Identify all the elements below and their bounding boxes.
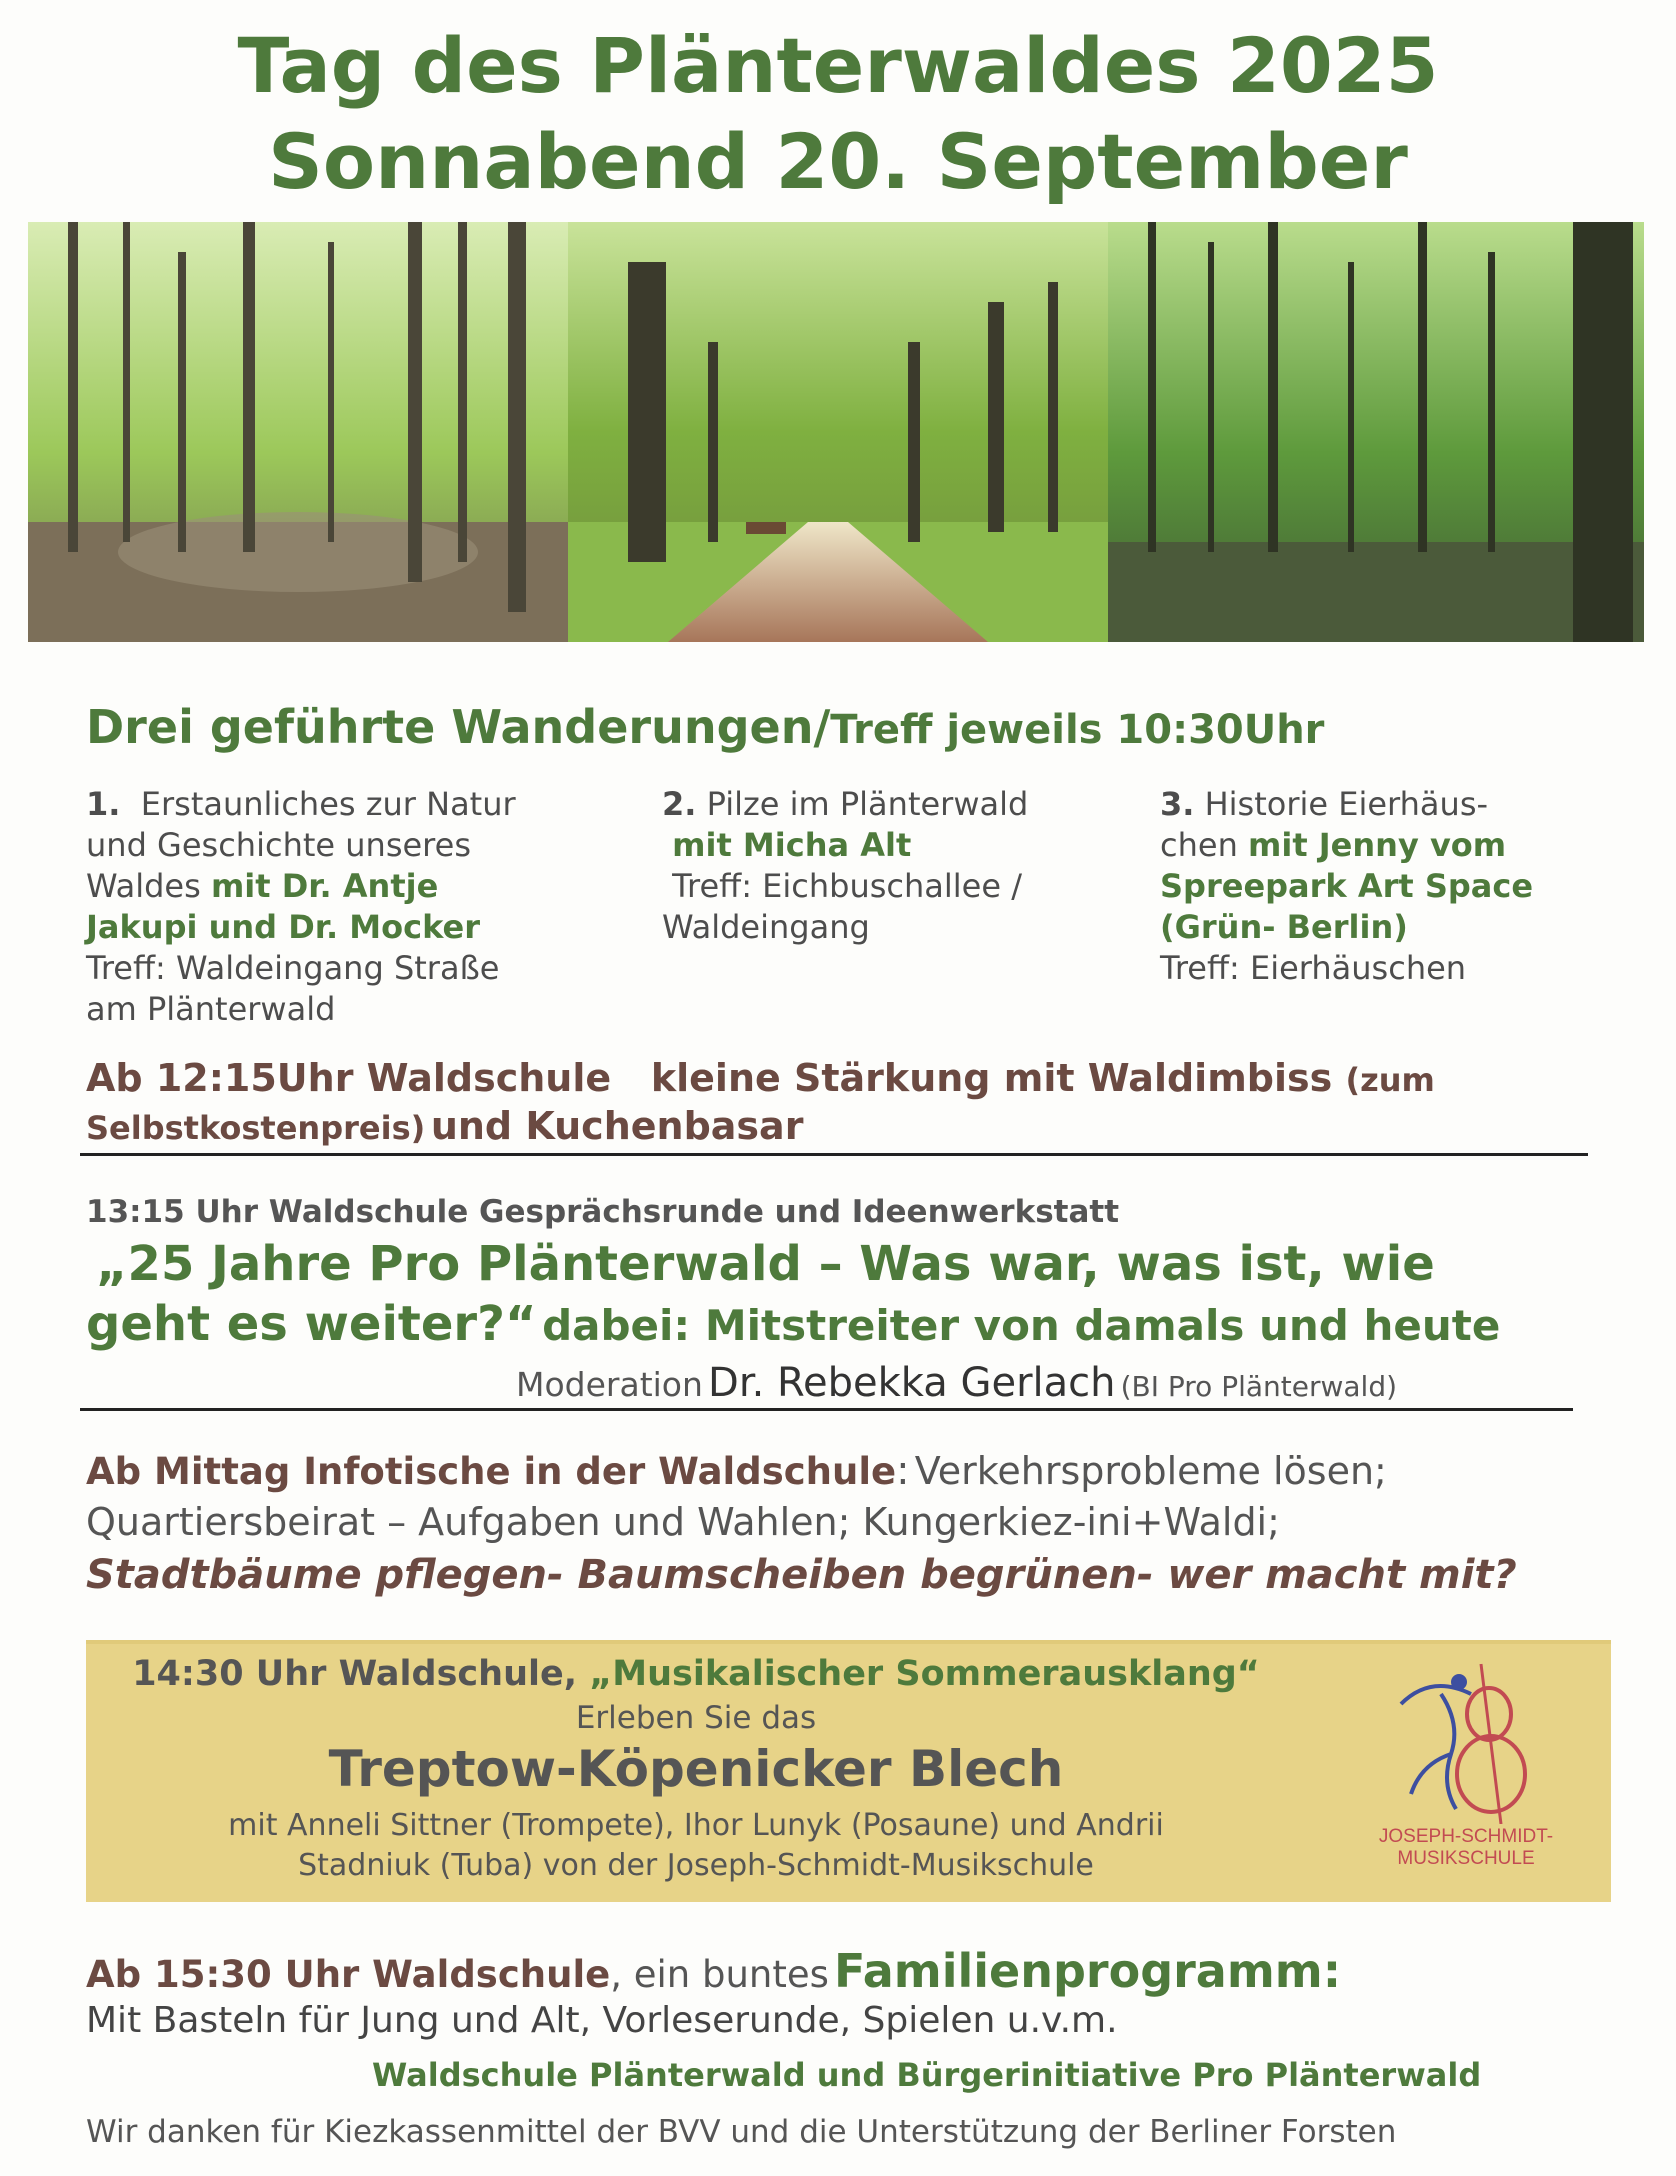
hike-3-guide: Spreepark Art Space xyxy=(1160,867,1534,905)
family-time: Ab 15:30 Uhr Waldschule xyxy=(86,1953,611,1996)
band-name: Treptow-Köpenicker Blech xyxy=(328,1740,1064,1798)
band-members: Stadniuk (Tuba) von der Joseph-Schmidt-Musikschule xyxy=(298,1848,1094,1883)
snack-line-2 xyxy=(86,1104,803,1148)
divider xyxy=(80,1153,1588,1156)
music-box xyxy=(86,1640,1611,1902)
forest-photo-center xyxy=(568,222,1108,642)
divider xyxy=(80,1408,1573,1411)
hike-1-guide: Jakupi und Dr. Mocker xyxy=(86,908,480,946)
hike-2-meeting: Treff: Eichbuschallee / xyxy=(672,867,1022,905)
hike-1-guide: mit Dr. Antje xyxy=(210,867,439,905)
musikschule-logo-icon xyxy=(1341,1654,1591,1824)
logo-text xyxy=(1341,1826,1591,1870)
music-time: 14:30 Uhr Waldschule, xyxy=(132,1654,578,1694)
page-subtitle-date: Sonnabend 20. September xyxy=(268,117,1408,206)
forest-photo-right xyxy=(1108,222,1644,642)
hike-2-number: 2. xyxy=(662,785,697,823)
hike-3-guide: mit Jenny vom xyxy=(1248,826,1507,864)
thanks-note: Wir danken für Kiezkassenmittel der BVV und die Unterstützung der Berliner Forsten xyxy=(86,2114,1397,2150)
band-members: mit Anneli Sittner (Trompete), Ihor Lunyk (Posaune) und Andrii xyxy=(228,1808,1164,1843)
forest-photo-left xyxy=(28,222,568,642)
hike-1-meeting: am Plänterwald xyxy=(86,990,336,1028)
hike-3-guide: (Grün- Berlin) xyxy=(1160,908,1408,946)
hikes-heading xyxy=(86,700,1324,754)
talk-quote: geht es weiter?“ xyxy=(86,1296,537,1352)
info-topic: Quartiersbeirat – Aufgaben und Wahlen; Kungerkiez-ini+Waldi; xyxy=(86,1500,1280,1544)
talk-intro: 13:15 Uhr Waldschule Gesprächsrunde und Ideenwerkstatt xyxy=(86,1194,1120,1230)
musikschule-logo xyxy=(1341,1654,1591,1894)
music-intro: Erleben Sie das xyxy=(575,1700,817,1736)
hike-1-number: 1. xyxy=(86,785,121,823)
hike-1-line: Waldes xyxy=(86,867,211,905)
family-line-1 xyxy=(86,1944,1341,1998)
talk-quote: „25 Jahre Pro Plänterwald – Was war, was ist, wie xyxy=(96,1236,1435,1292)
hike-3-number: 3. xyxy=(1160,785,1195,823)
hike-3-line: chen xyxy=(1160,826,1249,864)
hike-2-meeting: Waldeingang xyxy=(662,908,870,946)
hike-2 xyxy=(662,784,1142,948)
snack-offer: kleine Stärkung mit Waldimbiss xyxy=(650,1056,1333,1100)
hike-3 xyxy=(1160,784,1640,989)
forest-photos xyxy=(28,222,1644,642)
info-lead: Ab Mittag Infotische in der Waldschule xyxy=(86,1450,897,1493)
snack-note: Selbstkostenpreis) xyxy=(86,1109,426,1147)
family-activities: Mit Basteln für Jung und Alt, Vorleserunde, Spielen u.v.m. xyxy=(86,2000,1118,2041)
family-text: , ein buntes xyxy=(610,1953,829,1996)
page-title: Tag des Plänterwaldes 2025 xyxy=(237,21,1439,110)
music-header xyxy=(86,1654,1306,1694)
hike-1 xyxy=(86,784,566,1030)
info-colon: : xyxy=(896,1448,910,1494)
hike-1-meeting: Treff: Waldeingang Straße xyxy=(86,949,500,987)
talk-participants: dabei: Mitstreiter von damals und heute xyxy=(542,1301,1501,1350)
hikes-heading-time: Treff jeweils 10:30Uhr xyxy=(830,707,1325,753)
talk-quote-line-2 xyxy=(86,1296,1500,1352)
family-title: Familienprogramm: xyxy=(834,1944,1342,1998)
hike-2-guide: mit Micha Alt xyxy=(672,826,912,864)
hike-1-line: Erstaunliches zur Natur xyxy=(140,785,516,823)
snack-note: (zum xyxy=(1345,1061,1435,1099)
info-line-1 xyxy=(86,1448,1387,1494)
moderator-name: Dr. Rebekka Gerlach xyxy=(708,1360,1116,1406)
hike-3-meeting: Treff: Eierhäuschen xyxy=(1160,949,1467,987)
talk-moderation xyxy=(516,1360,1397,1406)
snack-time: Ab 12:15Uhr Waldschule xyxy=(86,1056,612,1100)
info-topic: Verkehrsprobleme lösen; xyxy=(914,1449,1387,1493)
snack-line-1 xyxy=(86,1056,1435,1100)
music-title: „Musikalischer Sommerausklang“ xyxy=(589,1654,1260,1694)
hike-1-line: und Geschichte unseres xyxy=(86,826,471,864)
hike-2-line: Pilze im Plänterwald xyxy=(706,785,1029,823)
info-callout: Stadtbäume pflegen- Baumscheiben begrünen- wer macht mit? xyxy=(86,1552,1517,1598)
moderation-label: Moderation xyxy=(516,1365,703,1404)
moderator-org: (BI Pro Plänterwald) xyxy=(1120,1370,1398,1403)
snack-offer: und Kuchenbasar xyxy=(430,1104,804,1148)
hike-3-line: Historie Eierhäus- xyxy=(1204,785,1489,823)
logo-text-line: JOSEPH-SCHMIDT- xyxy=(1378,1826,1554,1847)
organizers: Waldschule Plänterwald und Bürgerinitiative Pro Plänterwald xyxy=(372,2056,1482,2094)
hikes-heading-main: Drei geführte Wanderungen/ xyxy=(86,700,831,754)
logo-text-line: MUSIKSCHULE xyxy=(1397,1848,1535,1869)
